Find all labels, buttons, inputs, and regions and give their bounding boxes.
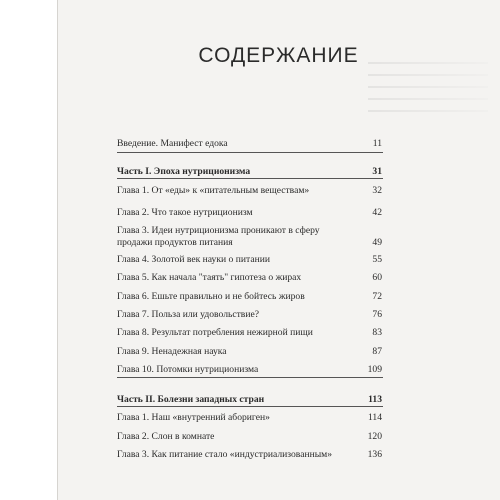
toc-entry-page: 11 [372, 138, 382, 149]
toc-entry-page: 32 [372, 185, 382, 196]
toc-entry-page: 76 [372, 309, 382, 320]
toc-entry-page: 31 [372, 166, 382, 177]
toc-entry-title: Глава 10. Потомки нутриционизма [117, 364, 259, 375]
toc-entry-page: 109 [367, 364, 382, 375]
toc-entry-page: 113 [368, 394, 382, 405]
toc-entry-page: 120 [367, 431, 382, 442]
toc-entry-title: Глава 2. Слон в комнате [117, 431, 215, 442]
toc-entry-page: 87 [372, 346, 382, 357]
toc-entry-title: Глава 9. Ненадежная наука [117, 346, 227, 357]
toc-entry-title: Часть II. Болезни западных стран [117, 394, 265, 405]
toc-entry-title: Глава 6. Ешьте правильно и не бойтесь жиров [117, 291, 305, 302]
toc-entry-title: Глава 2. Что такое нутриционизм [117, 207, 253, 218]
toc-entry-title: Глава 1. Наш «внутренний абориген» [117, 412, 270, 423]
page-edge [57, 0, 58, 500]
toc-entry-title: Глава 1. От «еды» к «питательным веществам» [117, 185, 310, 196]
toc-entry-title: Глава 3. Идеи нутриционизма проникают в сферу продажи продуктов питания [117, 225, 320, 248]
toc-entry-title: Глава 3. Как питание стало «индустриализованным» [117, 449, 333, 460]
section-divider [117, 178, 383, 179]
toc-entry-page: 49 [372, 237, 382, 248]
toc-entry-title: Введение. Манифест едока [117, 138, 228, 149]
toc-entry-page: 72 [372, 291, 382, 302]
toc-entry-title: Глава 4. Золотой век науки о питании [117, 254, 270, 265]
toc-entry-page: 83 [372, 327, 382, 338]
section-divider [117, 152, 383, 153]
toc-entry-title: Глава 7. Польза или удовольствие? [117, 309, 259, 320]
section-divider [117, 406, 383, 407]
toc-entry-title: Глава 5. Как начала "таять" гипотеза о жирах [117, 272, 302, 283]
toc-entry-page: 55 [372, 254, 382, 265]
toc-entry-title: Глава 8. Результат потребления нежирной пищи [117, 327, 313, 338]
toc-entry-page: 136 [367, 449, 382, 460]
section-divider [117, 377, 383, 378]
toc-entry-page: 114 [367, 412, 382, 423]
bleed-through-text [368, 62, 488, 122]
toc-entry-page: 60 [372, 272, 382, 283]
toc-entry-page: 42 [372, 207, 382, 218]
toc-entry-title: Часть I. Эпоха нутриционизма [117, 166, 251, 177]
page-title: СОДЕРЖАНИЕ [198, 44, 359, 67]
